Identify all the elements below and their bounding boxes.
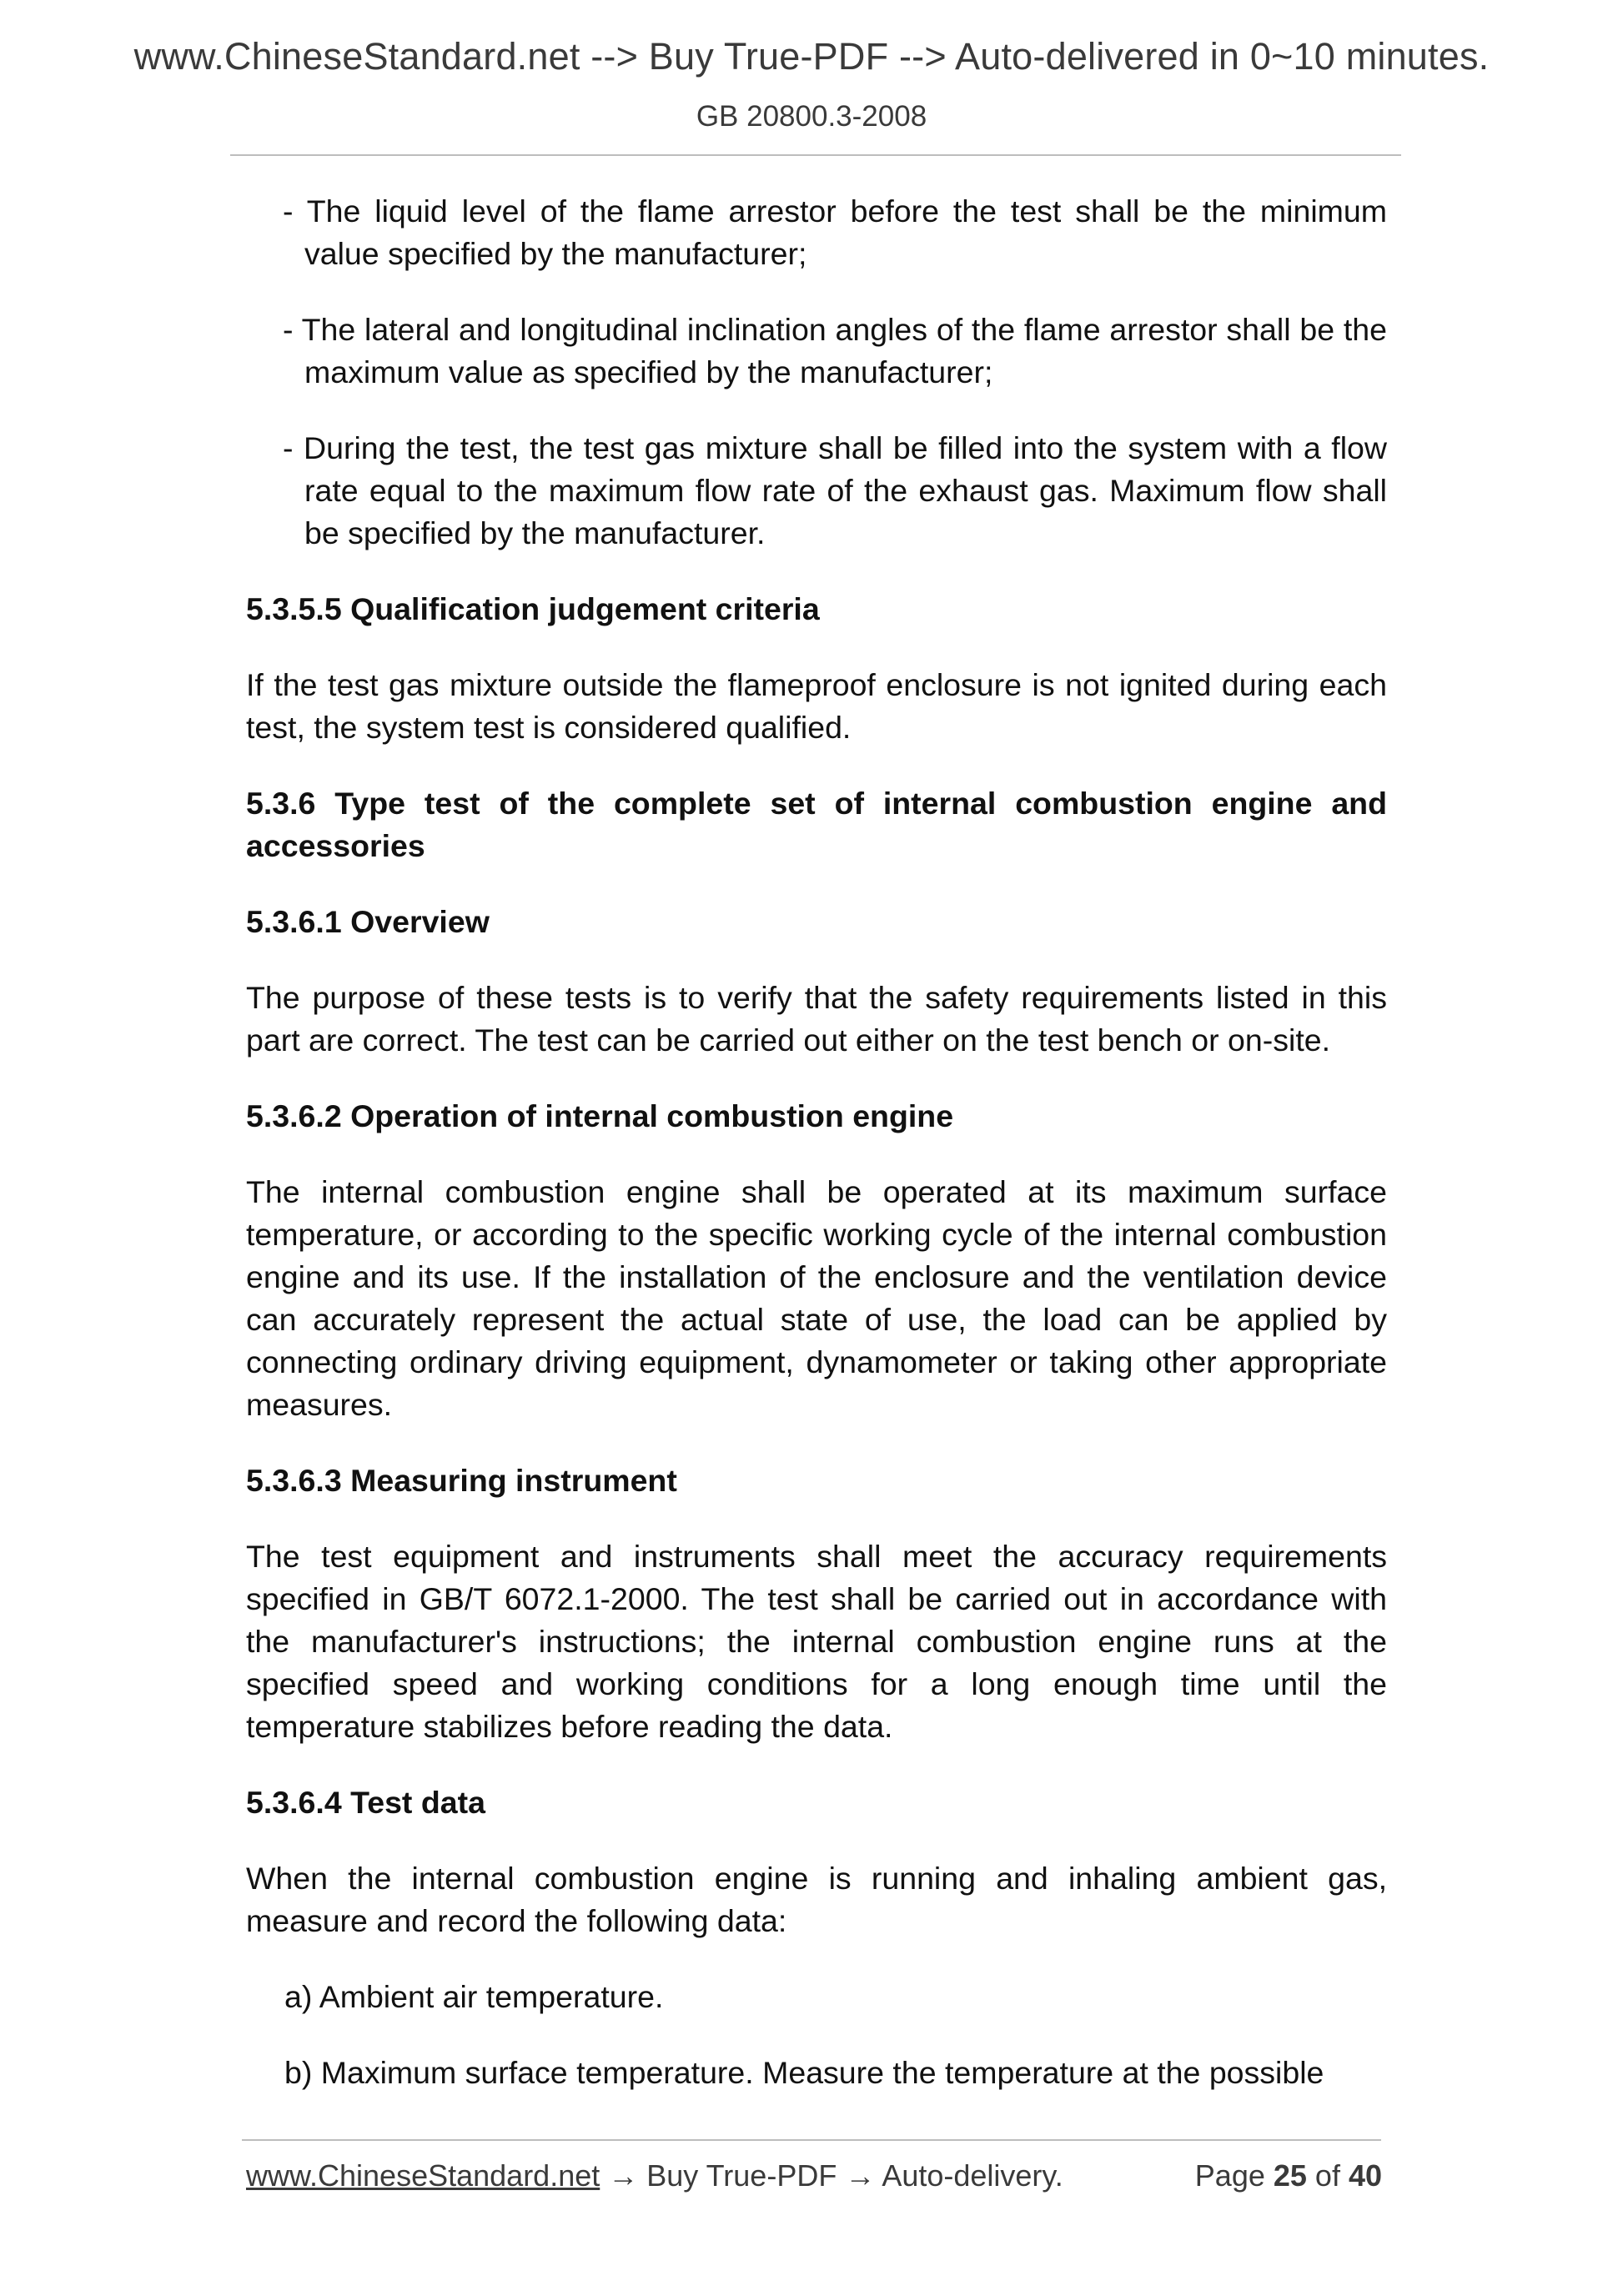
section-heading-5-3-6-3: 5.3.6.3 Measuring instrument: [246, 1463, 677, 1498]
dash-list-item: - The lateral and longitudinal inclination angles of the flame arrestor shall be the maximum value as specified by the manufacturer;: [283, 312, 1387, 389]
footer-site-link[interactable]: www.ChineseStandard.net: [246, 2158, 600, 2193]
list-item-b: b) Maximum surface temperature. Measure the temperature at the possible: [284, 2055, 1324, 2090]
section-heading-5-3-6-2: 5.3.6.2 Operation of internal combustion engine: [246, 1098, 954, 1133]
dash-list-item: - During the test, the test gas mixture shall be filled into the system with a flow rate equal to the maximum flow rate of the exhaust gas. Maximum flow shall be specified by the manufacturer.: [283, 430, 1387, 550]
page-number: [1195, 2158, 1382, 2193]
document-code: GB 20800.3-2008: [696, 100, 927, 133]
paragraph-5-3-6-2: The internal combustion engine shall be operated at its maximum surface temperature, or according to the specific working cycle of the internal combustion engine and its use. If the installation of the enclosure and the ventilation device can accurately represent the actual state of use, the load can be applied by connecting ordinary driving equipment, dynamometer or taking other appropriate measures.: [246, 1174, 1387, 1422]
page-current: 25: [1273, 2158, 1307, 2193]
footer-tagline: → Buy True-PDF → Auto-delivery.: [600, 2158, 1063, 2193]
top-banner: www.ChineseStandard.net --> Buy True-PDF --> Auto-delivered in 0~10 minutes.: [133, 35, 1490, 78]
footer-divider: [242, 2139, 1381, 2141]
paragraph-5-3-5-5: If the test gas mixture outside the flameproof enclosure is not ignited during each test, the system test is considered qualified.: [246, 667, 1387, 745]
section-heading-5-3-6-4: 5.3.6.4 Test data: [246, 1785, 485, 1820]
paragraph-5-3-6-1: The purpose of these tests is to verify that the safety requirements listed in this part are correct. The test can be carried out either on the test bench or on-site.: [246, 980, 1387, 1058]
footer-left: [246, 2158, 1063, 2193]
section-heading-5-3-6: 5.3.6 Type test of the complete set of internal combustion engine and accessories: [246, 786, 1387, 863]
page-of-label: of: [1306, 2158, 1349, 2193]
header-divider: [230, 154, 1401, 156]
page-content: [246, 190, 1387, 2128]
page-total: 40: [1348, 2158, 1382, 2193]
paragraph-5-3-6-4: When the internal combustion engine is running and inhaling ambient gas, measure and record the following data:: [246, 1861, 1387, 1938]
dash-list-item: - The liquid level of the flame arrestor before the test shall be the minimum value specified by the manufacturer;: [283, 193, 1387, 271]
section-heading-5-3-6-1: 5.3.6.1 Overview: [246, 904, 490, 939]
list-item-a: a) Ambient air temperature.: [284, 1979, 664, 2014]
page-label: Page: [1194, 2158, 1274, 2193]
paragraph-5-3-6-3: The test equipment and instruments shall meet the accuracy requirements specified in GB/T 6072.1-2000. The test shall be carried out in accordance with the manufacturer's instructions; the internal combustion engine runs at the specified speed and working conditions for a long enough time until the temperature stabilizes before reading the data.: [246, 1539, 1387, 1744]
section-heading-5-3-5-5: 5.3.5.5 Qualification judgement criteria: [246, 591, 820, 626]
